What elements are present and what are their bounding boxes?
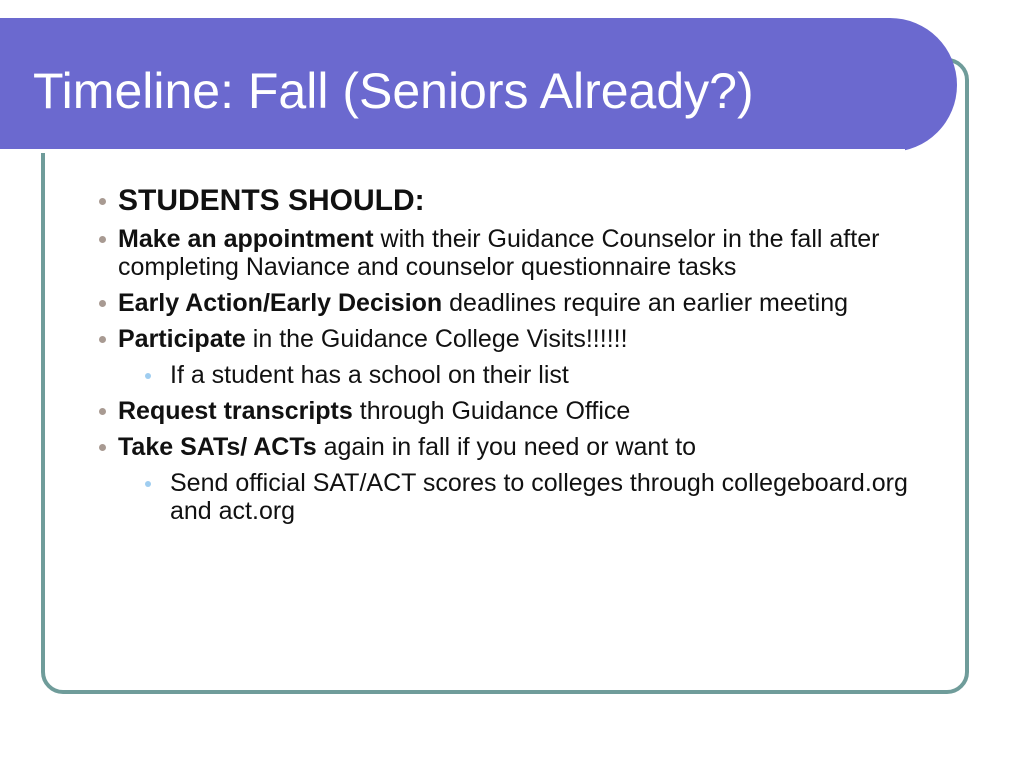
sub-item-text: If a student has a school on their list <box>170 361 569 389</box>
sub-item-school-list <box>141 361 936 389</box>
list-heading <box>96 183 936 219</box>
item-bold-text: Take SATs/ ACTs <box>118 433 317 461</box>
item-text: deadlines require an earlier meeting <box>442 289 849 317</box>
sub-item-send-scores <box>141 469 936 525</box>
item-bold-text: Request transcripts <box>118 397 353 425</box>
bullet-list <box>96 183 936 533</box>
item-bold-text: Early Action/Early Decision <box>118 289 443 317</box>
item-bold-text: Participate <box>118 325 246 353</box>
item-text: again in fall if you need or want to <box>316 433 697 461</box>
item-bold-text: Make an appointment <box>118 225 374 253</box>
bullet-icon <box>99 444 106 451</box>
sub-item-text: Send official SAT/ACT scores to colleges through collegeboard.org and act.org <box>170 469 908 525</box>
list-item-appointment <box>96 225 936 281</box>
item-text: in the Guidance College Visits!!!!!! <box>245 325 628 353</box>
list-item-participate <box>96 325 936 353</box>
list-item-early-action <box>96 289 936 317</box>
title-bar <box>0 18 957 152</box>
list-item-transcripts <box>96 397 936 425</box>
bullet-icon <box>99 336 106 343</box>
sub-bullet-icon <box>145 373 151 379</box>
title-underline <box>0 149 905 153</box>
bullet-icon <box>99 300 106 307</box>
list-item-sat-act <box>96 433 936 461</box>
bullet-icon <box>99 236 106 243</box>
bullet-icon <box>99 198 106 205</box>
heading-text: STUDENTS SHOULD: <box>118 184 425 217</box>
bullet-icon <box>99 408 106 415</box>
item-text: through Guidance Office <box>352 397 631 425</box>
sub-bullet-icon <box>145 481 151 487</box>
slide-title: Timeline: Fall (Seniors Already?) <box>33 63 754 119</box>
item-text: with their Guidance Counselor in the fall after completing Naviance and counselor questionnaire tasks <box>118 225 880 281</box>
